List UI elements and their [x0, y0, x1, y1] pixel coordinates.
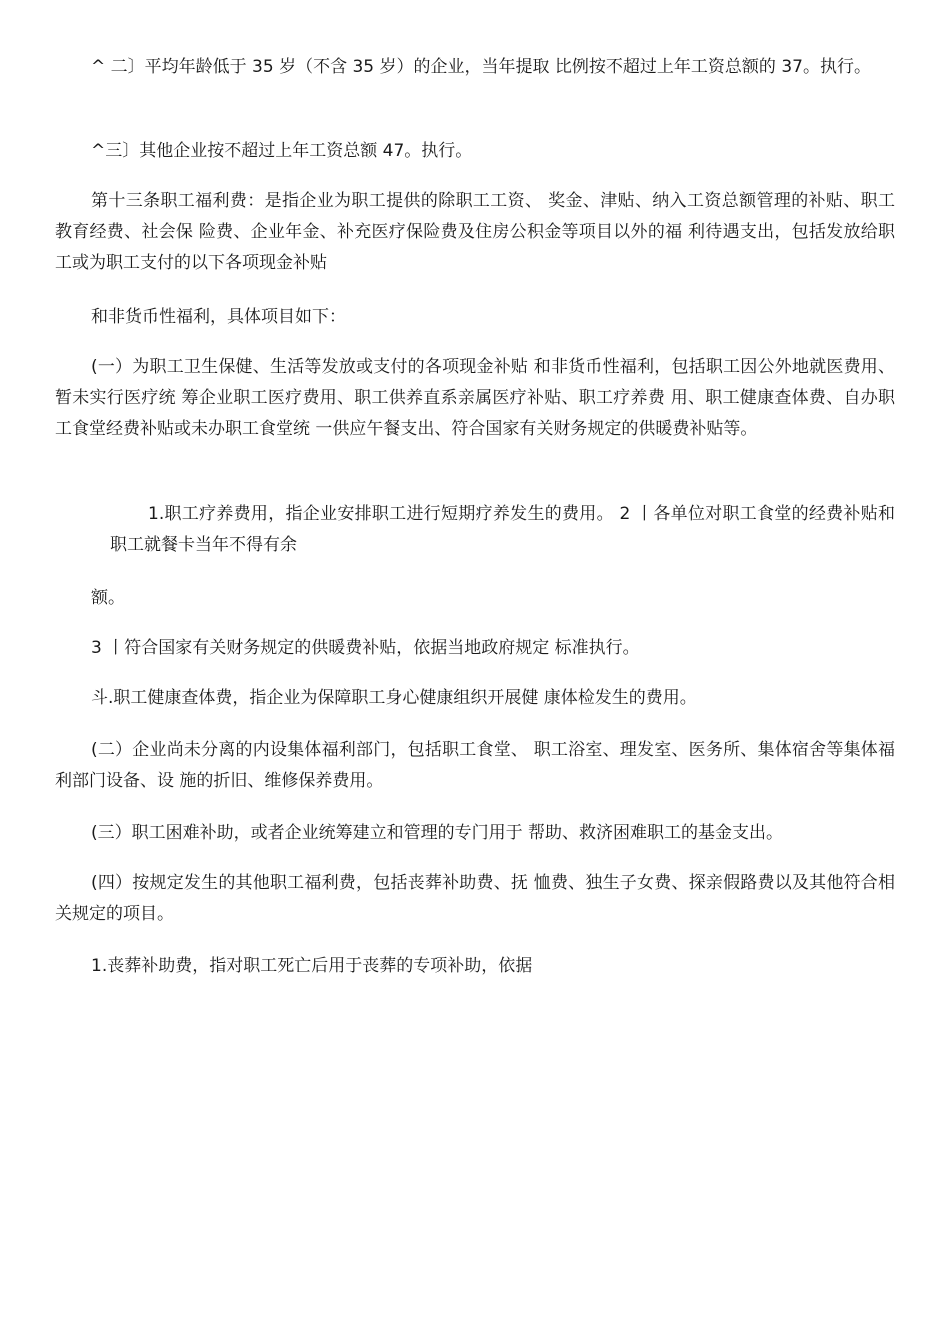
paragraph-3: 第十三条职工福利费：是指企业为职工提供的除职工工资、 奖金、津贴、纳入工资总额管理的补贴、职工教育经费、社会保 险费、企业年金、补充医疗保险费及住房公积金等项目以外的福 利待遇支出，包括发放给职工或为职工支付的以下各项现金补贴 [55, 191, 895, 273]
paragraph-4: 和非货币性福利，具体项目如下： [91, 307, 346, 327]
paragraph-10: (二）企业尚未分离的内设集体福利部门，包括职工食堂、 职工浴室、理发室、医务所、集体宿舍等集体福利部门设备、设 施的折旧、维修保养费用。 [55, 740, 895, 791]
paragraph-5: (一）为职工卫生保健、生活等发放或支付的各项现金补贴 和非货币性福利，包括职工因公外地就医费用、暂未实行医疗统 筹企业职工医疗费用、职工供养直系亲属医疗补贴、职工疗养费 用、职工健康查体费、自办职工食堂经费补贴或未办职工食堂统 一供应午餐支出、符合国家有关财务规定的供暖费补贴等。 [55, 357, 895, 439]
paragraph-11: (三）职工困难补助，或者企业统筹建立和管理的专门用于 帮助、救济困难职工的基金支出。 [91, 823, 784, 843]
paragraph-9: 斗.职工健康查体费，指企业为保障职工身心健康组织开展健 康体检发生的费用。 [91, 688, 697, 708]
paragraph-13: 1.丧葬补助费，指对职工死亡后用于丧葬的专项补助，依据 [91, 956, 533, 976]
paragraph-2: ^三〕其他企业按不超过上年工资总额 47。执行。 [91, 141, 473, 161]
paragraph-7: 额。 [91, 588, 125, 608]
paragraph-6: 1.职工疗养费用，指企业安排职工进行短期疗养发生的费用。 2 丨各单位对职工食堂的经费补贴和职工就餐卡当年不得有余 [110, 504, 895, 555]
paragraph-12: (四）按规定发生的其他职工福利费，包括丧葬补助费、抚 恤费、独生子女费、探亲假路费以及其他符合相关规定的项目。 [55, 873, 895, 924]
paragraph-8: 3 丨符合国家有关财务规定的供暖费补贴，依据当地政府规定 标准执行。 [91, 638, 640, 658]
paragraph-1: ^ 二〕平均年龄低于 35 岁（不含 35 岁）的企业，当年提取 比例按不超过上年工资总额的 37。执行。 [91, 57, 871, 77]
